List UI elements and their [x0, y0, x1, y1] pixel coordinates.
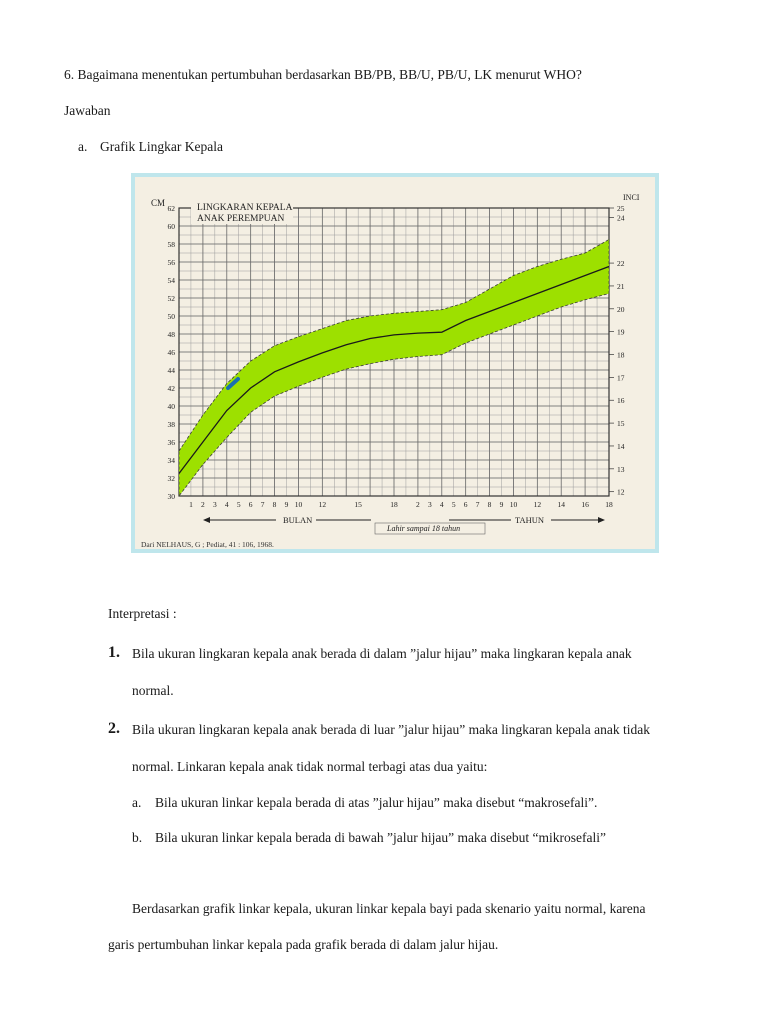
x-tick-label-bulan: 10	[294, 500, 303, 509]
conclusion-line2: garis pertumbuhan linkar kepala pada grafik berada di dalam jalur hijau.	[108, 937, 499, 952]
x-tick-label-tahun: 4	[439, 500, 444, 509]
x-tick-label-bulan: 7	[260, 500, 265, 509]
y-tick-label: 36	[167, 438, 175, 447]
head-circumference-chart	[131, 173, 659, 553]
sub-point-b-text: Bila ukuran linkar kepala berada di bawah ”jalur hijau” maka disebut “mikrosefali”	[155, 830, 606, 845]
x-tick-label-tahun: 10	[509, 500, 518, 509]
x-tick-label-tahun: 7	[475, 500, 480, 509]
y-tick-label: 58	[167, 240, 175, 249]
y-tick-label-right: 19	[617, 327, 625, 337]
inci-unit-label: INCI	[623, 193, 640, 202]
x-tick-label-tahun: 14	[557, 500, 565, 509]
x-tick-label-tahun: 3	[427, 500, 432, 509]
cm-unit-label: CM	[151, 198, 166, 208]
y-tick-label: 30	[167, 492, 175, 501]
chart-title-line2: ANAK PEREMPUAN	[197, 214, 285, 224]
x-tick-label-bulan: 8	[272, 500, 277, 509]
x-tick-label-bulan: 2	[201, 500, 205, 509]
lahir-label: Lahir sampai 18 tahun	[387, 524, 461, 533]
section-a-marker: a.	[78, 139, 88, 154]
point-1-line1: Bila ukuran lingkaran kepala anak berada di dalam ”jalur hijau” maka lingkaran kepala anak	[132, 646, 632, 661]
y-tick-label-right: 20	[617, 304, 625, 314]
x-tick-label-bulan: 5	[236, 500, 241, 509]
y-tick-label-right: 12	[617, 487, 625, 497]
answer-label: Jawaban	[64, 103, 111, 118]
y-tick-label-right: 13	[617, 464, 625, 474]
x-tick-label-bulan: 12	[318, 500, 327, 509]
y-tick-label-right: 17	[617, 373, 625, 383]
x-tick-label-tahun: 16	[581, 500, 589, 509]
chart-title-line1: LINGKARAN KEPALA	[197, 203, 293, 213]
bulan-label: BULAN	[283, 515, 313, 525]
conclusion-line1: Berdasarkan grafik linkar kepala, ukuran linkar kepala bayi pada skenario yaitu normal, karena	[132, 901, 646, 916]
x-tick-label-bulan: 3	[212, 500, 217, 509]
point-2-line2: normal. Linkaran kepala anak tidak normal terbagi atas dua yaitu:	[132, 759, 488, 774]
sub-point-a-marker: a.	[132, 795, 142, 810]
y-tick-label: 34	[167, 456, 175, 465]
y-tick-label: 48	[167, 330, 175, 339]
y-tick-label-right: 18	[617, 350, 625, 360]
y-tick-label: 38	[167, 420, 175, 429]
y-tick-label-right: 24	[617, 213, 625, 223]
y-tick-label: 52	[167, 294, 175, 303]
x-tick-label-bulan: 4	[224, 500, 229, 509]
y-tick-label-right: 21	[617, 281, 625, 291]
x-tick-label-tahun: 2	[416, 500, 420, 509]
x-tick-label-tahun: 6	[463, 500, 468, 509]
x-tick-label-tahun: 5	[451, 500, 456, 509]
y-tick-label-right: 25	[617, 204, 625, 213]
chart-source: Dari NELHAUS, G ; Pediat, 41 : 106, 1968.	[141, 540, 274, 549]
y-tick-label: 40	[167, 402, 175, 411]
y-tick-label: 42	[167, 384, 175, 393]
x-tick-label-bulan: 9	[284, 500, 289, 509]
y-tick-label: 50	[167, 312, 175, 321]
x-tick-label-bulan: 1	[189, 500, 193, 509]
y-tick-label-right: 14	[617, 441, 625, 451]
sub-point-b-marker: b.	[132, 830, 143, 845]
y-tick-label: 56	[167, 258, 175, 267]
point-1-number: 1.	[108, 644, 120, 661]
x-tick-label-bulan: 18	[390, 500, 398, 509]
chart-svg	[131, 173, 659, 553]
x-tick-label-bulan: 6	[248, 500, 253, 509]
x-tick-label-tahun: 12	[533, 500, 542, 509]
y-tick-label-right: 16	[617, 396, 625, 406]
tahun-label: TAHUN	[515, 515, 545, 525]
y-tick-label: 46	[167, 348, 175, 357]
point-2-line1: Bila ukuran lingkaran kepala anak berada di luar ”jalur hijau” maka lingkaran kepala anak tidak	[132, 722, 651, 737]
point-2-number: 2.	[108, 720, 120, 737]
section-a-title: Grafik Lingkar Kepala	[100, 139, 223, 154]
y-tick-label-right: 22	[617, 259, 625, 269]
y-tick-label-right: 15	[617, 419, 625, 429]
point-1-line2: normal.	[132, 683, 174, 698]
y-tick-label: 54	[167, 276, 175, 285]
chart-paper	[135, 177, 655, 549]
x-tick-label-tahun: 18	[605, 500, 613, 509]
question-heading: 6. Bagaimana menentukan pertumbuhan berdasarkan BB/PB, BB/U, PB/U, LK menurut WHO?	[64, 67, 582, 82]
y-tick-label: 32	[167, 474, 175, 483]
y-tick-label: 44	[167, 366, 175, 375]
interpretasi-label: Interpretasi :	[108, 606, 177, 621]
sub-point-a-text: Bila ukuran linkar kepala berada di atas ”jalur hijau” maka disebut “makrosefali”.	[155, 795, 598, 810]
y-tick-label: 60	[167, 222, 175, 231]
y-tick-label: 62	[167, 204, 175, 213]
x-tick-label-bulan: 15	[354, 500, 362, 509]
x-tick-label-tahun: 8	[487, 500, 492, 509]
x-tick-label-tahun: 9	[499, 500, 504, 509]
